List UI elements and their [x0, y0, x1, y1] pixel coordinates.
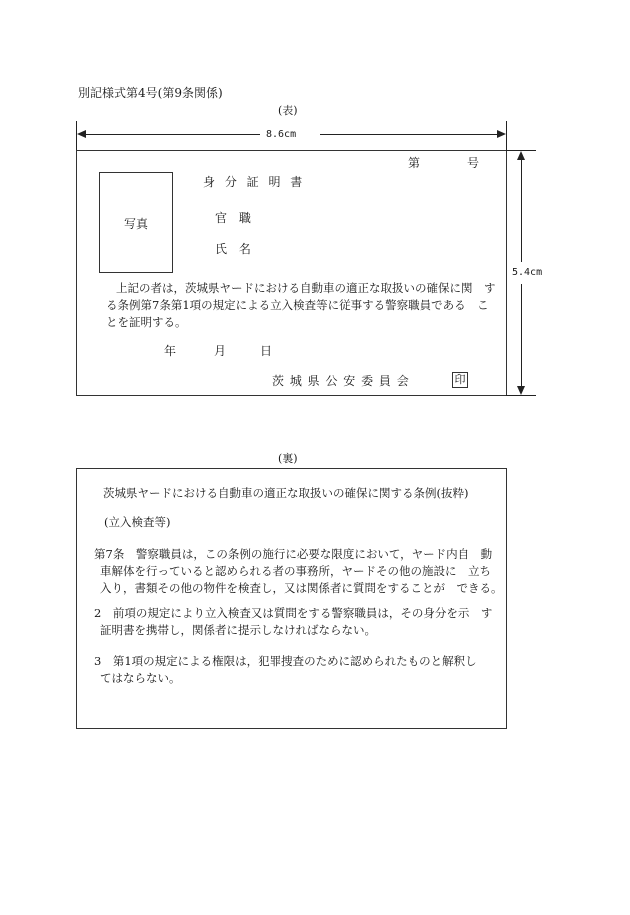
height-dimension-line-bottom — [521, 284, 522, 391]
official-seal: 印 — [452, 372, 468, 388]
name-label: 氏 名 — [215, 242, 251, 256]
height-dimension-line-top — [521, 155, 522, 262]
position-label: 官 職 — [215, 211, 251, 225]
front-side-label: (表) — [278, 104, 298, 117]
width-dimension-line-right — [320, 134, 502, 135]
article7-line1: 第7条 警察職員は，この条例の施行に必要な限度において，ヤード内自 動 — [94, 547, 493, 561]
width-arrow-right-icon — [497, 130, 506, 138]
ordinance-title: 茨城県ヤードにおける自動車の適正な取扱いの確保に関する条例(抜粋) — [103, 486, 469, 500]
height-arrow-down-icon — [517, 386, 525, 395]
certificate-title: 身 分 証 明 書 — [203, 175, 303, 189]
article7-line3: 入り，書類その他の物件を検査し，又は関係者に質問をすることが できる。 — [100, 581, 503, 595]
front-body-line2: る条例第7条第1項の規定による立入検査等に従事する警察職員である こ — [106, 298, 489, 312]
id-card-back — [76, 468, 507, 729]
back-side-label: (裏) — [278, 452, 298, 465]
width-dimension-label: 8.6cm — [266, 129, 297, 140]
date-day-label: 日 — [260, 344, 273, 358]
certificate-number-suffix: 号 — [467, 156, 480, 170]
clause2-line1: 2 前項の規定により立入検査又は質問をする警察職員は，その身分を示 す — [94, 606, 493, 620]
clause3-line1: 3 第1項の規定による権限は，犯罪捜査のために認められたものと解釈し — [94, 654, 477, 668]
width-arrow-left-icon — [77, 130, 86, 138]
clause2-line2: 証明書を携帯し，関係者に提示しなければならない。 — [100, 623, 376, 637]
height-arrow-up-icon — [517, 151, 525, 160]
certificate-number-prefix: 第 — [408, 156, 421, 170]
section-heading: (立入検査等) — [104, 515, 171, 529]
height-dimension-bottom-tick — [506, 395, 536, 396]
width-dimension-right-tick — [506, 121, 507, 151]
date-year-label: 年 — [164, 344, 177, 358]
width-dimension-line-left — [80, 134, 260, 135]
date-month-label: 月 — [214, 344, 227, 358]
form-title: 別記様式第4号(第9条関係) — [78, 86, 223, 100]
photo-label: 写真 — [124, 217, 149, 231]
front-body-line3: とを証明する。 — [106, 315, 187, 329]
article7-line2: 車解体を行っていると認められる者の事務所，ヤードその他の施設に 立ち — [100, 564, 491, 578]
issuer-name: 茨 城 県 公 安 委 員 会 — [272, 374, 409, 388]
height-dimension-label: 5.4cm — [512, 267, 543, 278]
clause3-line2: てはならない。 — [100, 671, 181, 685]
front-body-line1: 上記の者は，茨城県ヤードにおける自動車の適正な取扱いの確保に関 す — [116, 281, 496, 295]
